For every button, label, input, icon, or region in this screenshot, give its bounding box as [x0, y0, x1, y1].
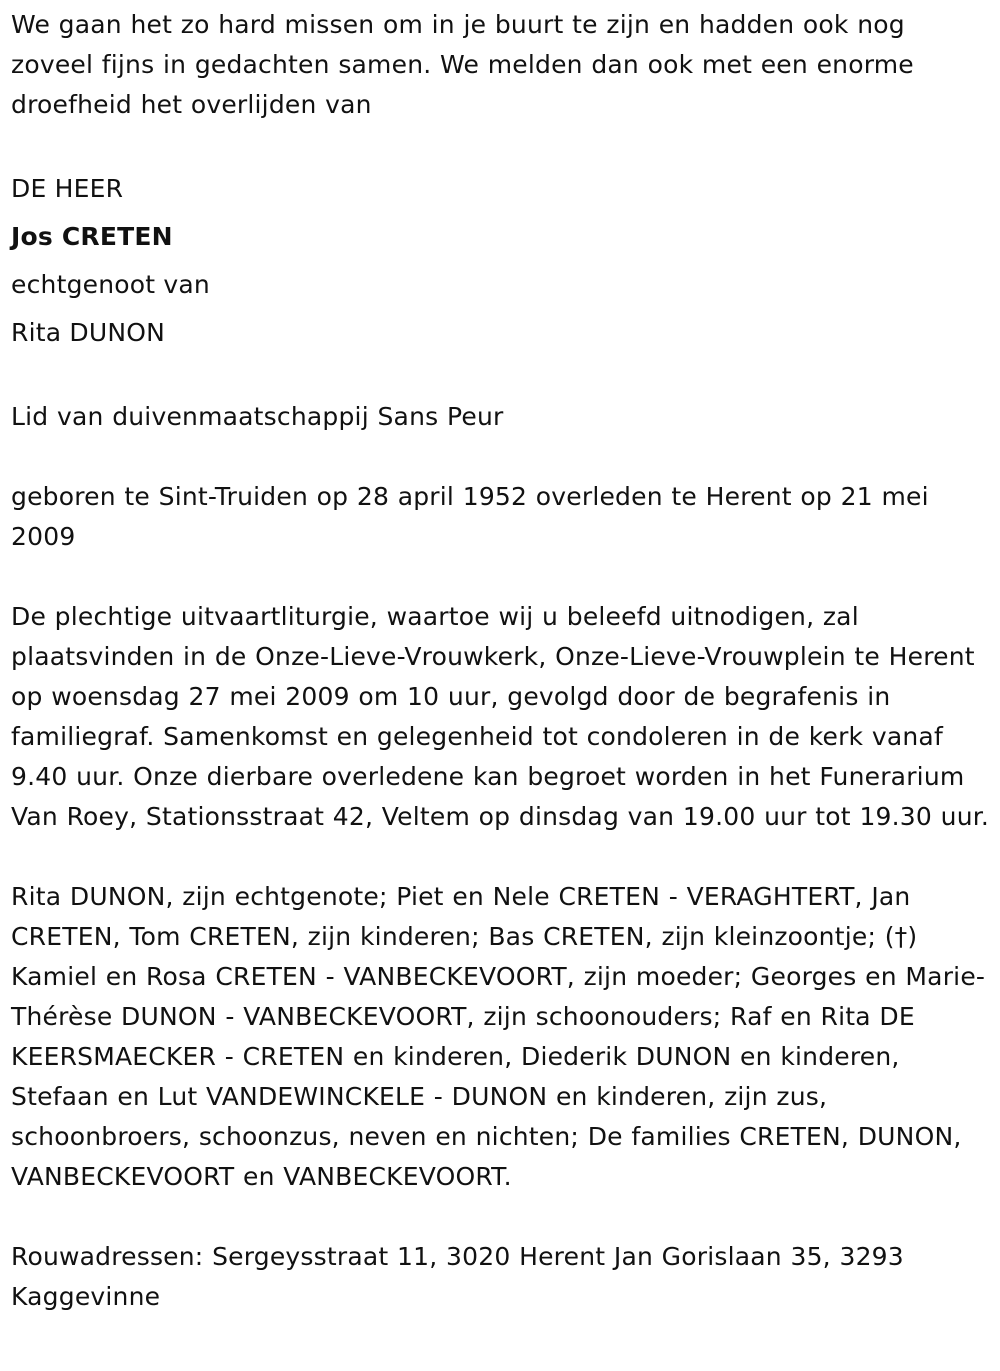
membership-line: Lid van duivenmaatschappij Sans Peur: [11, 402, 504, 431]
spacer: [11, 437, 992, 477]
spacer: [11, 125, 992, 165]
honorific-title: DE HEER: [11, 174, 124, 203]
funeral-paragraph: De plechtige uitvaartliturgie, waartoe wij u beleefd uitnodigen, zal plaatsvinden in de Onze-Lieve-Vrouwkerk, Onze-Lieve-Vrouwplein te Herent op woensdag 27 mei 2009 om 10 uur, gevolgd door de begrafenis in familiegraf. Samenkomst en gelegenheid tot condoleren in de kerk vanaf 9.40 uur. Onze dierbare overledene kan begroet worden in het Funerarium Van Roey, Stationsstraat 42, Veltem op dinsdag van 19.00 uur tot 19.30 uur.: [11, 602, 990, 831]
spouse-name: Rita DUNON: [11, 318, 166, 347]
intro-paragraph: We gaan het zo hard missen om in je buurt te zijn en hadden ook nog zoveel fijns in gedachten samen. We melden dan ook met een enorme droefheid het overlijden van: [11, 10, 914, 119]
spacer: [11, 357, 992, 397]
spacer: [11, 557, 992, 597]
birth-death-line: geboren te Sint-Truiden op 28 april 1952 overleden te Herent op 21 mei 2009: [11, 482, 929, 551]
addresses-paragraph: Rouwadressen: Sergeysstraat 11, 3020 Herent Jan Gorislaan 35, 3293 Kaggevinne: [11, 1242, 904, 1311]
deceased-name: Jos CRETEN: [11, 222, 173, 251]
relation-label: echtgenoot van: [11, 270, 210, 299]
spacer: [11, 1197, 992, 1237]
family-paragraph: Rita DUNON, zijn echtgenote; Piet en Nele CRETEN - VERAGHTERT, Jan CRETEN, Tom CRETEN, zijn kinderen; Bas CRETEN, zijn kleinzoontje; (†) Kamiel en Rosa CRETEN - VANBECKEVOORT, zijn moeder; Georges en Marie-Thérèse DUNON - VANBECKEVOORT, zijn schoonouders; Raf en Rita DE KEERSMAECKER - CRETEN en kinderen, Diederik DUNON en kinderen, Stefaan en Lut VANDEWINCKELE - DUNON en kinderen, zijn zus, schoonbroers, schoonzus, neven en nichten; De families CRETEN, DUNON, VANBECKEVOORT en VANBECKEVOORT.: [11, 882, 986, 1191]
spacer: [11, 837, 992, 877]
obituary-document: [0, 5, 1000, 1317]
